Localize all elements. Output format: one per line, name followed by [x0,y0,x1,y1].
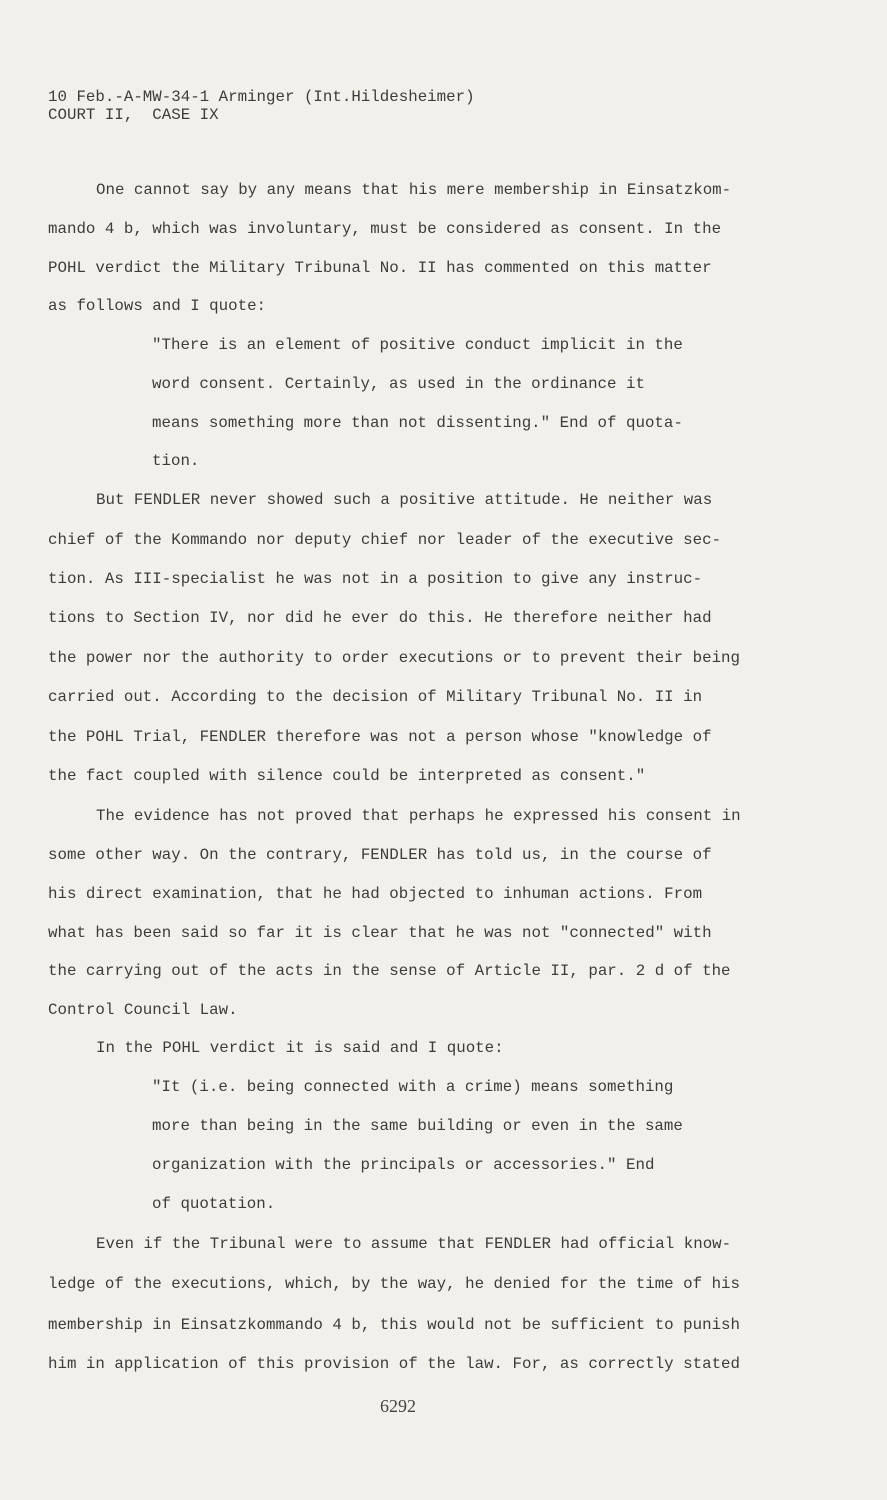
body-line: the carrying out of the acts in the sense of Article II, par. 2 d of the [48,962,731,980]
body-line: "It (i.e. being connected with a crime) means something [152,1078,674,1096]
body-line: But FENDLER never showed such a positive attitude. He neither was [96,491,713,509]
body-line: as follows and I quote: [48,297,267,315]
body-line: carried out. According to the decision of Military Tribunal No. II in [48,688,703,706]
body-line: the power nor the authority to order executions or to prevent their being [48,649,741,667]
body-line: tions to Section IV, nor did he ever do this. He therefore neither had [48,609,712,627]
body-line: his direct examination, that he had objected to inhuman actions. From [48,885,703,903]
body-line: word consent. Certainly, as used in the ordinance it [152,375,645,393]
body-line: organization with the principals or accessories." End [152,1156,655,1174]
body-line: Even if the Tribunal were to assume that FENDLER had official know- [96,1235,732,1253]
header-line-1: 10 Feb.-A-MW-34-1 Arminger (Int.Hildesheimer) [48,88,475,106]
body-line: him in application of this provision of the law. For, as correctly stated [48,1355,741,1373]
body-line: Control Council Law. [48,1001,238,1019]
body-line: "There is an element of positive conduct implicit in the [152,336,683,354]
body-line: mando 4 b, which was involuntary, must be considered as consent. In the [48,220,722,238]
body-line: the POHL Trial, FENDLER therefore was not a person whose "knowledge of [48,728,712,746]
body-line: ledge of the executions, which, by the way, he denied for the time of his [48,1275,741,1293]
body-line: of quotation. [152,1195,276,1213]
body-line: means something more than not dissenting." End of quota- [152,414,683,432]
body-line: what has been said so far it is clear that he was not "connected" with [48,924,712,942]
body-line: tion. [152,452,200,470]
body-line: the fact coupled with silence could be interpreted as consent." [48,767,646,785]
body-line: In the POHL verdict it is said and I quote: [96,1039,504,1057]
body-line: POHL verdict the Military Tribunal No. II has commented on this matter [48,259,712,277]
body-line: The evidence has not proved that perhaps he expressed his consent in [96,807,741,825]
body-line: tion. As III-specialist he was not in a position to give any instruc- [48,570,703,588]
header-line-2: COURT II, CASE IX [48,106,219,124]
body-line: more than being in the same building or even in the same [152,1117,683,1135]
body-line: One cannot say by any means that his mere membership in Einsatzkom- [96,181,732,199]
body-line: chief of the Kommando nor deputy chief nor leader of the executive sec- [48,531,722,549]
body-line: some other way. On the contrary, FENDLER has told us, in the course of [48,846,712,864]
body-line: membership in Einsatzkommando 4 b, this would not be sufficient to punish [48,1316,741,1334]
page-number: 6292 [380,1396,416,1416]
